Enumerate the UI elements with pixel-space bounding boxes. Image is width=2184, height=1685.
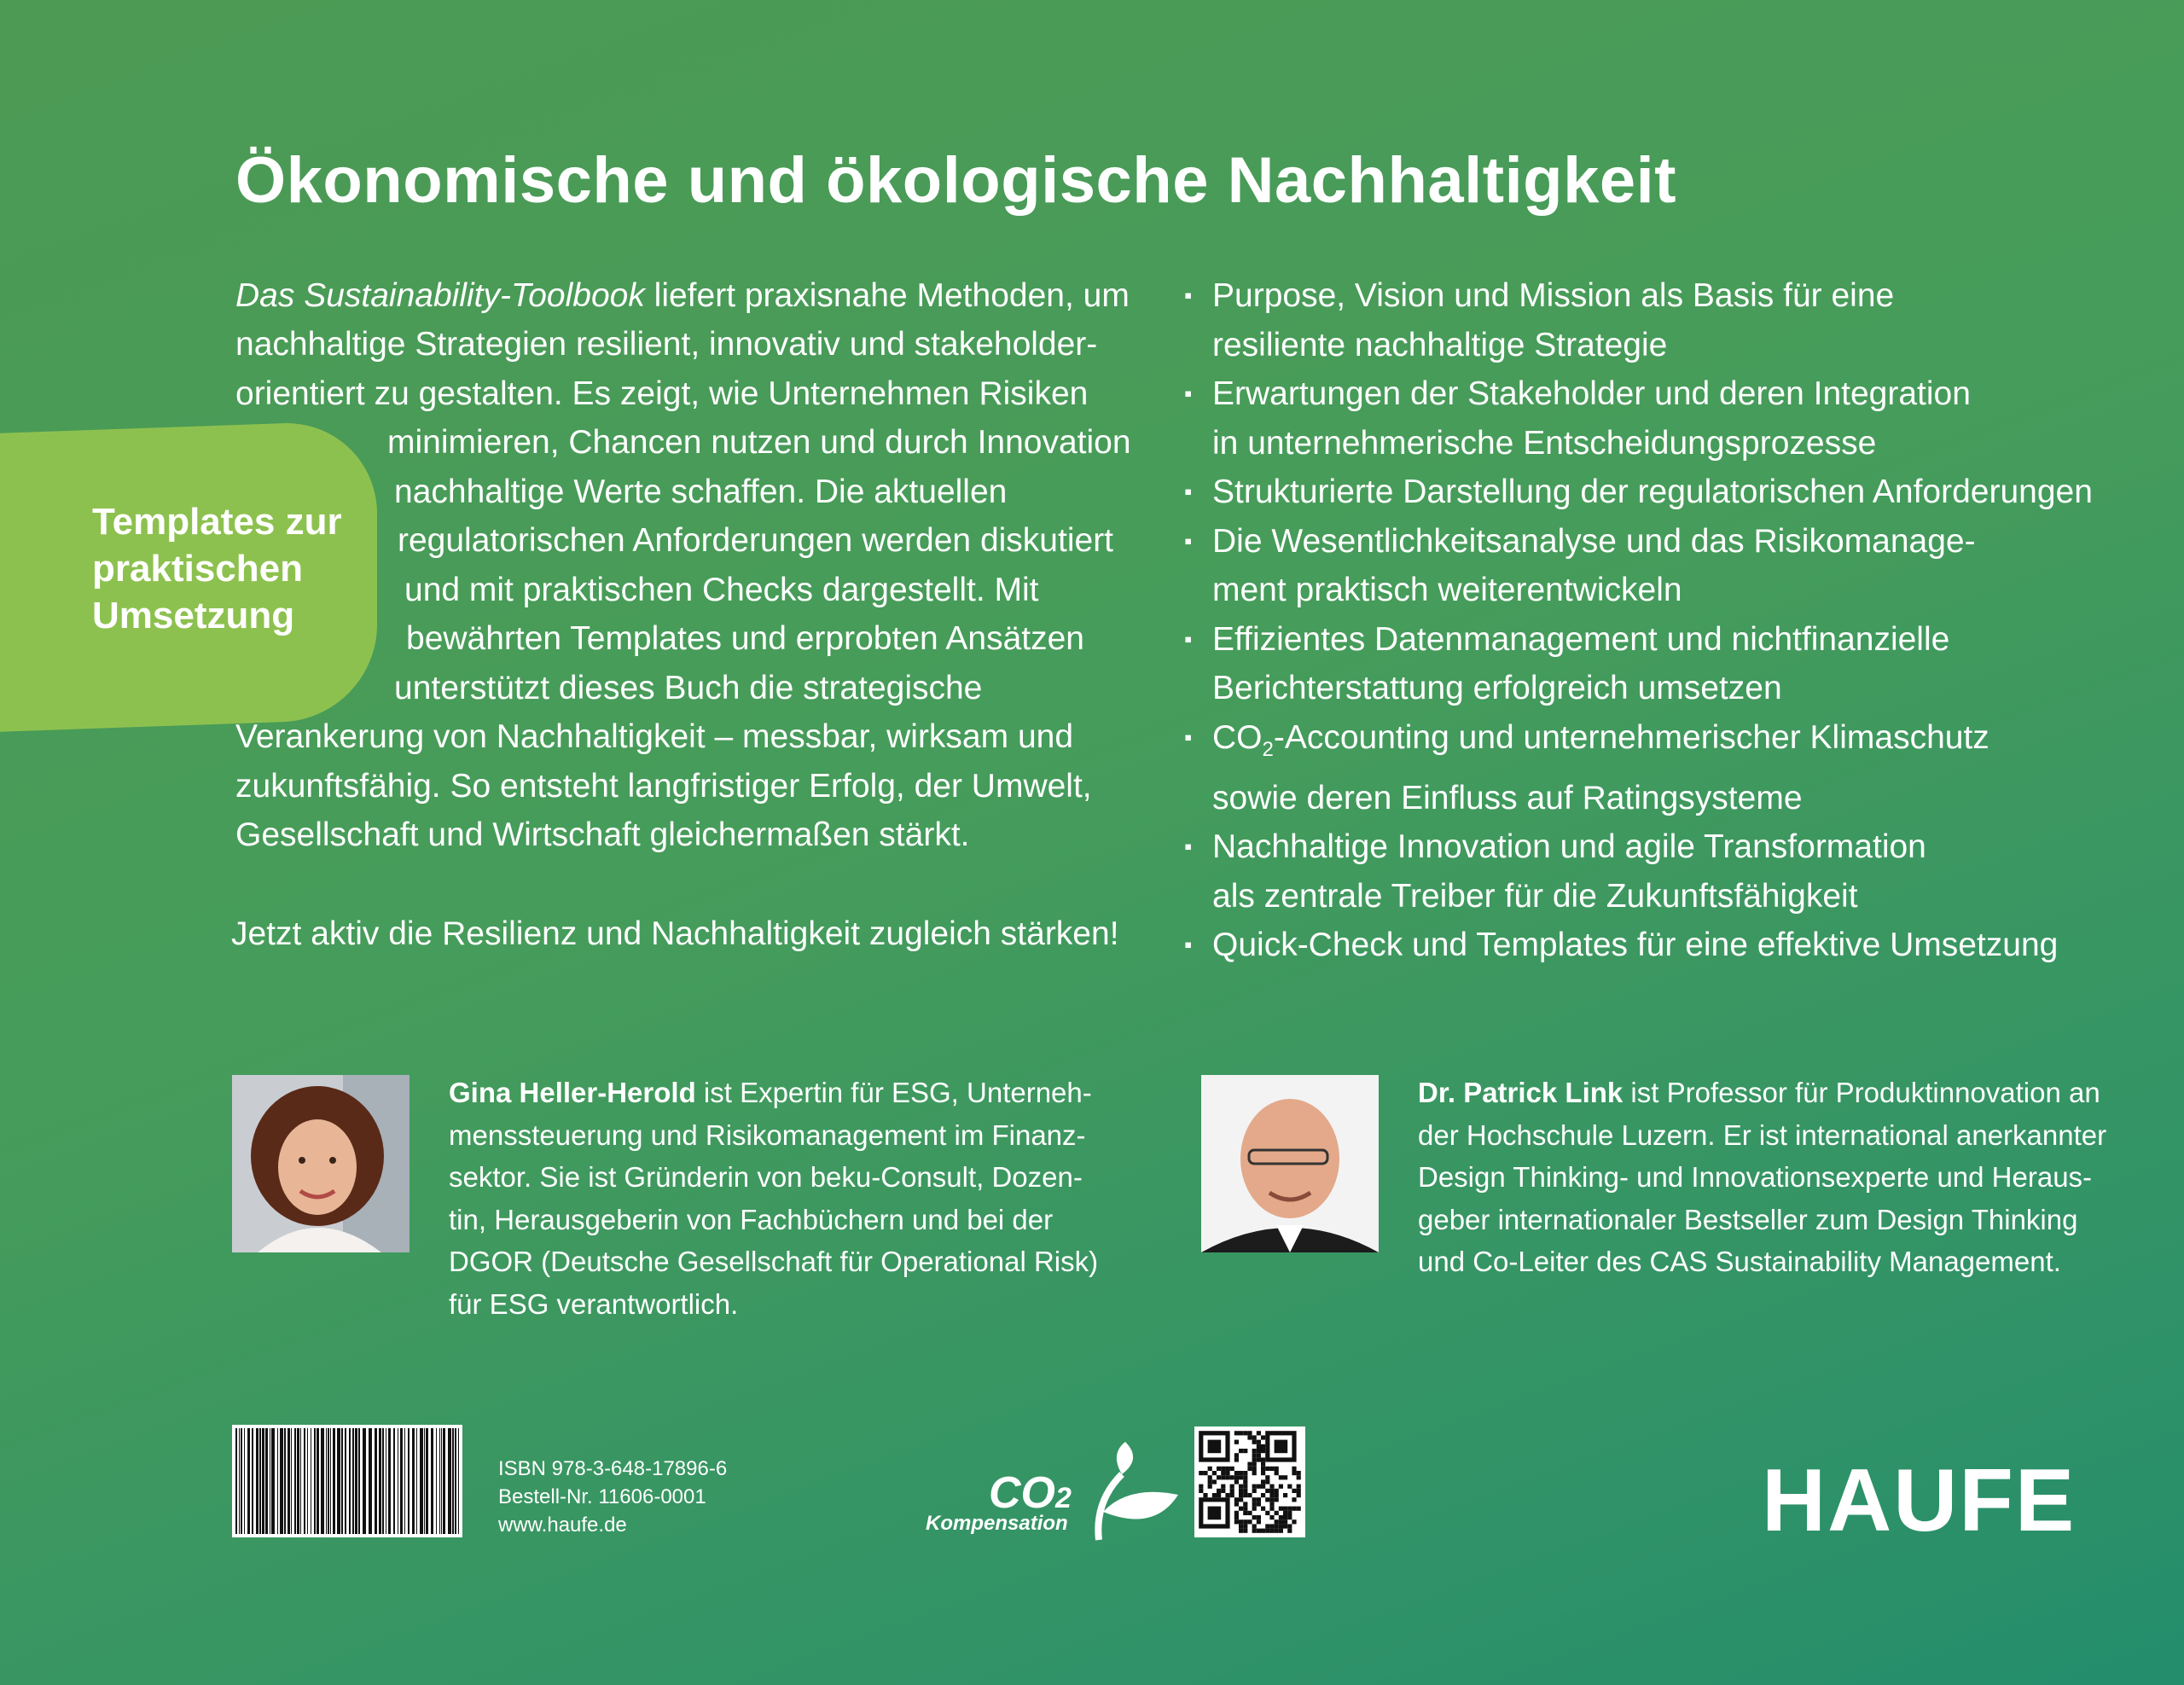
co2-label: Kompensation bbox=[926, 1512, 1068, 1535]
description-line-6: regulatorischen Anforderungen werden diskutiert bbox=[398, 522, 1114, 559]
description-line-8: bewährten Templates und erprobten Ansätzen bbox=[406, 620, 1084, 657]
isbn-block bbox=[498, 1455, 727, 1539]
author-bio-2: Dr. Patrick Link ist Professor für Produktinnovation an der Hochschule Luzern. Er ist international anerkannter Design Thinking- und Innovationsexperte und Heraus- geber internationaler Bestseller zum Design Thinking und Co-Leiter des CAS Sustainability Management. bbox=[1418, 1077, 2107, 1277]
author-photo-2 bbox=[1201, 1075, 1379, 1252]
author-photo-1 bbox=[232, 1075, 410, 1252]
list-item: ▪ Effizientes Datenmanagement und nichtfinanzielle Berichterstattung erfolgreich umsetzen bbox=[1184, 615, 2093, 713]
list-item: ▪ $CO_2$-Accounting und unternehmerischer Klimaschutz sowie deren Einfluss auf Ratingsysteme bbox=[1184, 713, 2093, 823]
list-item: ▪ Quick-Check und Templates für eine effektive Umsetzung bbox=[1184, 921, 2093, 970]
description-line-3: orientiert zu gestalten. Es zeigt, wie Unternehmen Risiken bbox=[235, 375, 1089, 412]
list-item: ▪ Die Wesentlichkeitsanalyse und das Risikomanage- ment praktisch weiterentwickeln bbox=[1184, 517, 2093, 615]
description-line-5: nachhaltige Werte schaffen. Die aktuellen bbox=[394, 474, 1008, 510]
list-item: ▪ Erwartungen der Stakeholder und deren Integration in unternehmerische Entscheidungsprozesse bbox=[1184, 369, 2093, 468]
isbn: ISBN 978-3-648-17896-6 bbox=[498, 1457, 728, 1480]
qr-code bbox=[1194, 1426, 1305, 1537]
description-line-11: zukunftsfähig. So entsteht langfristiger Erfolg, der Umwelt, bbox=[235, 768, 1092, 805]
description-line-2: nachhaltige Strategien resilient, innovativ und stakeholder- bbox=[235, 326, 1098, 363]
avatar bbox=[232, 1075, 410, 1252]
list-item: ▪ Purpose, Vision und Mission als Basis für eine resiliente nachhaltige Strategie bbox=[1184, 271, 2093, 369]
call-to-action: Jetzt aktiv die Resilienz und Nachhaltigkeit zugleich stärken! bbox=[231, 915, 1119, 952]
co2-logo bbox=[924, 1442, 1180, 1544]
page-title: Ökonomische und ökologische Nachhaltigkeit bbox=[235, 144, 1677, 217]
description-line-1: Das Sustainability-Toolbook liefert praxisnahe Methoden, um bbox=[235, 277, 1130, 314]
barcode-graphic bbox=[232, 1425, 462, 1537]
description-line-10: Verankerung von Nachhaltigkeit – messbar, wirksam und bbox=[235, 718, 1074, 755]
list-item: ▪ Nachhaltige Innovation und agile Transformation als zentrale Treiber für die Zukunftsfähigkeit bbox=[1184, 822, 2093, 921]
description-line-9: unterstützt dieses Buch die strategische bbox=[394, 670, 983, 706]
author-bio-1: Gina Heller-Herold ist Expertin für ESG, Unterneh- menssteuerung und Risikomanagement im Finanz- sektor. Sie ist Gründerin von beku-Consult, Dozen- tin, Herausgeberin von Fachbüchern und bei der DGOR (Deutsche Gesellschaft für Operational Risk) für ESG verantwortlich. bbox=[449, 1077, 1099, 1320]
book-title: Das Sustainability-Toolbook bbox=[235, 277, 645, 314]
qr-graphic bbox=[1194, 1426, 1305, 1537]
description-line-12: Gesellschaft und Wirtschaft gleichermaßen stärkt. bbox=[235, 816, 970, 853]
author-name: Dr. Patrick Link bbox=[1418, 1077, 1623, 1108]
description-line-7: und mit praktischen Checks dargestellt. Mit bbox=[404, 572, 1039, 608]
co2-text: CO2 bbox=[989, 1468, 1072, 1518]
order-number: Bestell-Nr. 11606-0001 bbox=[498, 1485, 706, 1508]
avatar bbox=[1201, 1075, 1379, 1252]
barcode bbox=[232, 1425, 462, 1537]
publisher-logo: HAUFE bbox=[1762, 1451, 2077, 1550]
description-line-4: minimieren, Chancen nutzen und durch Innovation bbox=[387, 424, 1131, 461]
website: www.haufe.de bbox=[498, 1514, 627, 1537]
list-item: ▪ Strukturierte Darstellung der regulatorischen Anforderungen bbox=[1184, 468, 2093, 517]
feature-list bbox=[1184, 271, 2093, 970]
badge-text: Templates zur praktischen Umsetzung bbox=[92, 501, 342, 636]
author-name: Gina Heller-Herold bbox=[449, 1077, 696, 1108]
